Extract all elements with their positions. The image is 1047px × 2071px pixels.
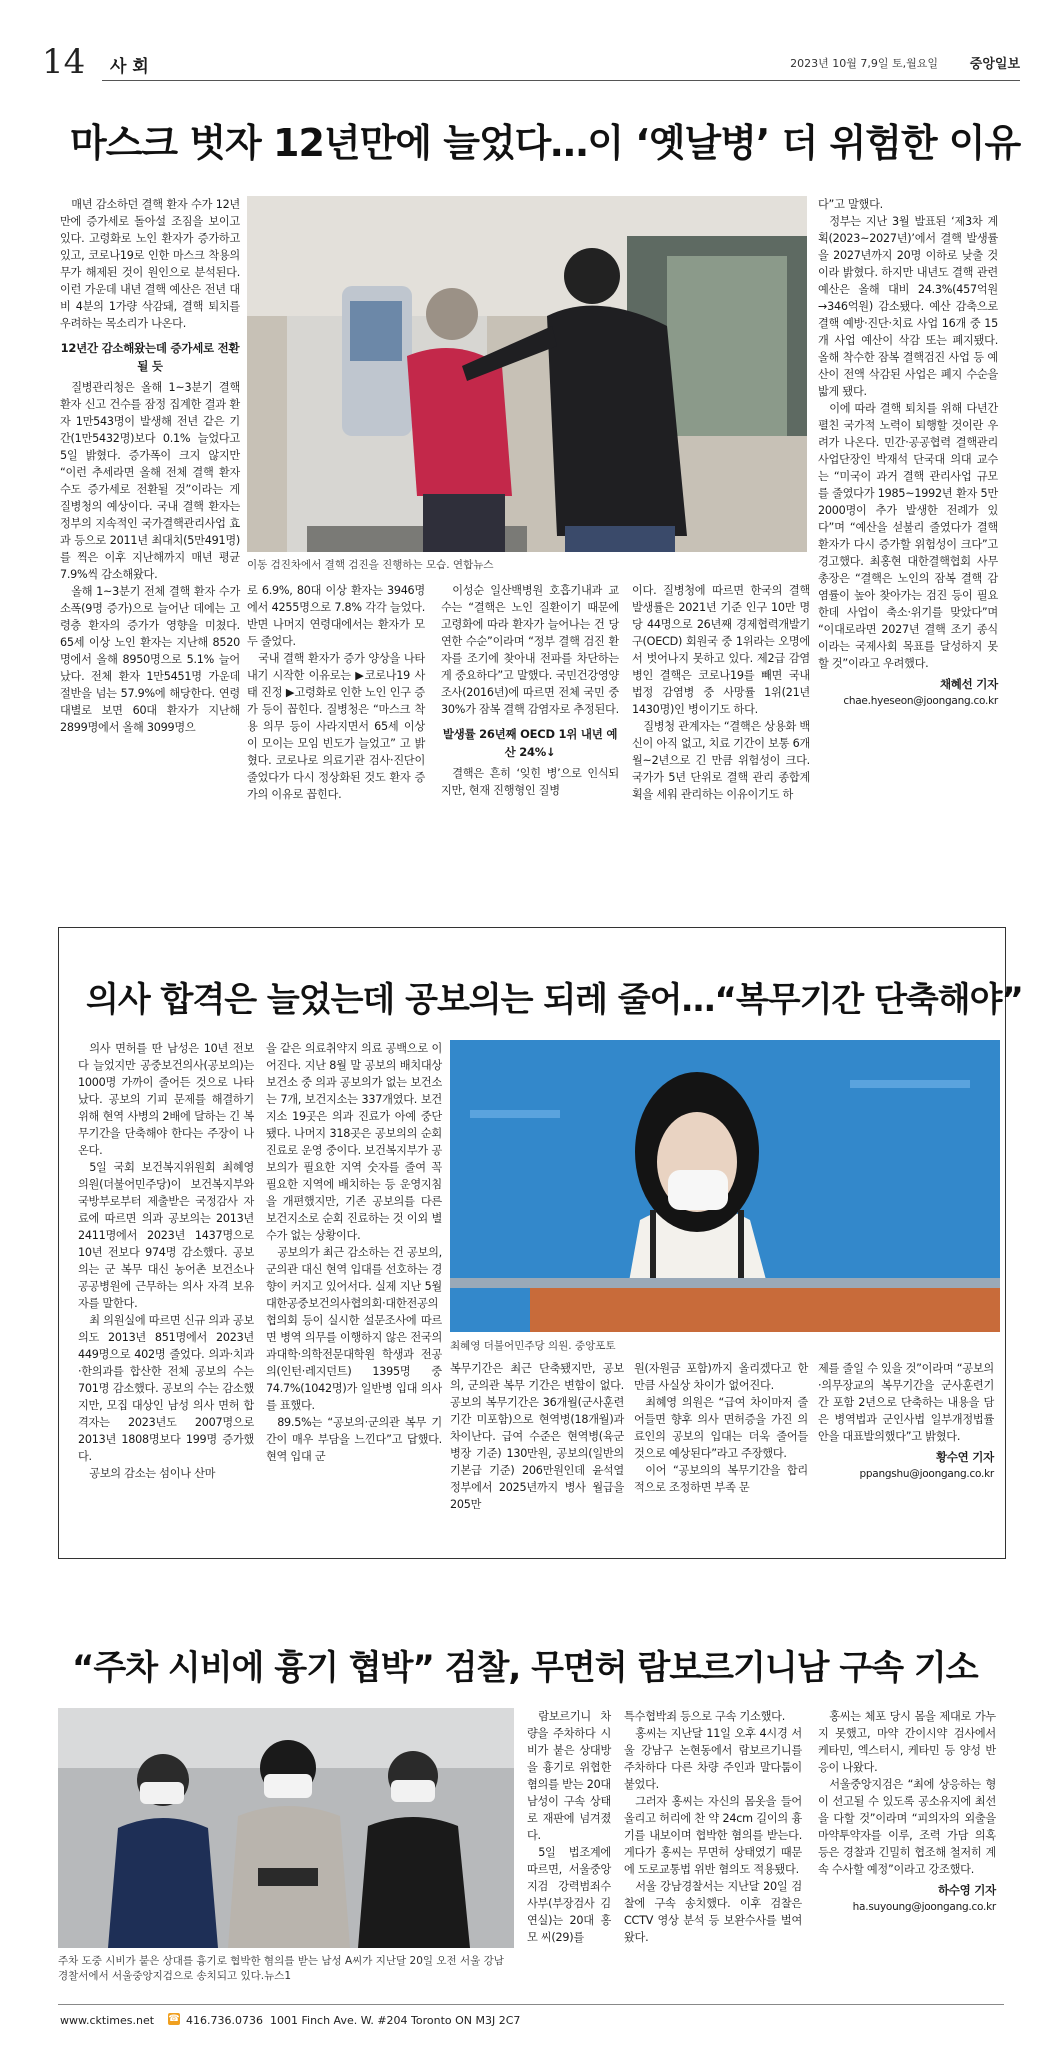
header-rule: [102, 80, 1020, 81]
article3-headline: “주차 시비에 흉기 협박” 검찰, 무면허 람보르기니남 구속 기소: [72, 1648, 978, 1688]
article3-col3: [818, 1708, 996, 1916]
footer-phone: 416.736.0736: [186, 2014, 263, 2027]
article1-headline: 마스크 벗자 12년만에 늘었다…이 ‘옛날병’ 더 위험한 이유: [70, 121, 1021, 165]
article3-paragraph: 람보르기니 차량을 주차하다 시비가 붙은 상대방을 흉기로 위협한 혐의를 받는 20대 남성이 구속 상태로 재판에 넘겨졌다.: [527, 1710, 611, 1843]
article3-paragraph: 5일 법조계에 따르면, 서울중앙지검 강력범죄수사부(부장검사 김연실)는 20대 홍모 씨(29)를: [527, 1846, 611, 1945]
article1-paragraph: 이성순 일산백병원 호흡기내과 교수는 “결핵은 노인 질환이기 때문에 고령화에 따라 환자가 늘어나는 건 당연한 수순”이라며 “정부 결핵 검진 환자를 조기에 찾아내 전파를 차단하는 게 중요하다”고 말했다. 국민건강영양조사(2016년)에 따르면 전체 국민 중 30%가 잠복 결핵 감염자로 추정된다.: [441, 584, 619, 717]
article2-paragraph: 을 같은 의료취약지 의료 공백으로 이어진다. 지난 8월 말 공보의 배치대상 보건소 중 의과 공보의가 없는 보건소는 7개, 보건지소는 337개였다. 보건지소 19곳은 의과 진료가 아예 중단됐다. 나머지 318곳은 공보의의 순회 진료로 운영 중이다. 보건복지부가 공보의가 필요한 지역 숫자를 줄여 꼭 필요한 지역에 배치하는 등 운영지침을 개편했지만, 기존 공보의를 다른 보건지소로 순회 진료하는 것 이외 별수가 없는 상황이다.: [266, 1042, 442, 1243]
article1-col3: [441, 582, 619, 799]
page-number: 14: [42, 42, 86, 82]
article2-paragraph: 89.5%는 “공보의·군의관 복무 기간이 매우 부담을 느낀다”고 답했다. 현역 입대 군: [266, 1416, 442, 1464]
police-escort-photo: [58, 1708, 514, 1948]
article3-paragraph: 홍씨는 지난달 11일 오후 4시경 서울 강남구 논현동에서 람보르기니를 주차하다 다른 차량 주인과 말다툼이 붙었다.: [624, 1727, 802, 1792]
article2-paragraph: 의사 면허를 딴 남성은 10년 전보다 늘었지만 공중보건의사(공보의)는 1000명 가까이 줄어든 것으로 나타났다. 공보의 기피 문제를 해결하기 위해 현역 사병의 2배에 달하는 긴 복무기간을 단축해야 한다는 주장이 나온다.: [78, 1042, 254, 1158]
article1-col1: [60, 196, 240, 736]
article2-byline: [818, 1449, 994, 1482]
article2-col3: [450, 1360, 624, 1513]
article1-col5: [818, 196, 998, 710]
article2-col5: [818, 1360, 994, 1483]
article2-paragraph: 최혜영 의원은 “급여 차이마저 줄어들면 향후 의사 면허증을 가진 의료인의 공보의 입대는 더욱 줄어들 것으로 예상된다”라고 주장했다.: [634, 1396, 808, 1461]
reporter-email: chae.hyeseon@joongang.co.kr: [843, 694, 998, 707]
page-header: [42, 42, 1020, 82]
article2-photo-caption: 최혜영 더불어민주당 의원. 중앙포토: [450, 1340, 616, 1352]
article3-byline: [818, 1882, 996, 1915]
article2-paragraph: 원(자원금 포함)까지 올리겠다고 한 만큼 사실상 차이가 없어진다.: [634, 1362, 808, 1393]
article2-col4: [634, 1360, 808, 1496]
article1-col2: [247, 582, 425, 803]
paper-logo: 중앙일보: [969, 57, 1020, 72]
article1-col4: [632, 582, 810, 803]
article1-paragraph: 질병관리청은 올해 1~3분기 결핵 환자 신고 건수를 잠정 집계한 결과 환자 1만543명이 발생해 전년 같은 기간(1만5432명)보다 0.1% 늘었다고 5일 밝혔다. 증가폭이 크지 않지만 “이런 추세라면 올해 전체 결핵 환자 수도 증가세로 전환될 것”이라는 게 질병청의 예상이다. 국내 결핵 환자는 정부의 지속적인 국가결핵관리사업 효과 등으로 2011년 최대치(5만491명)를 찍은 이후 지난해까지 매년 평균 7.9%씩 감소해왔다.: [60, 381, 240, 582]
article2-paragraph: 공보의 감소는 섬이나 산마: [89, 1467, 216, 1481]
article1-paragraph: 로 6.9%, 80대 이상 환자는 3946명에서 4255명으로 7.8% 각각 늘었다. 반면 나머지 연령대에서는 환자가 모두 줄었다.: [247, 584, 425, 649]
article2-paragraph: 최 의원실에 따르면 신규 의과 공보의도 2013년 851명에서 2023년 449명으로 402명 줄었다. 의과·치과·한의과를 합산한 전체 공보의 수는 701명 감소했다. 공보의 수는 감소했지만, 모집 대상인 남성 의사 면허 합격자는 2023년도 2007명으로 2013년 1808명보다 199명 증가했다.: [78, 1314, 254, 1464]
article1-paragraph: 정부는 지난 3월 발표된 ‘제3차 계획(2023~2027년)’에서 결핵 발생률을 2027년까지 20명 이하로 낮출 것이라 밝혔다. 하지만 내년도 결핵 관련 예산은 올해 대비 24.3%(457억원→346억원) 감소됐다. 예산 감축으로 결핵 예방·진단·치료 사업 16개 중 15개 사업 예산이 삭감 또는 폐지됐다. 올해 착수한 잠복 결핵검진 사업 등 예산이 전액 삭감된 사업은 폐지 수순을 밟게 됐다.: [818, 215, 998, 399]
reporter-name: 하수영 기자: [937, 1883, 996, 1898]
article1-photo: [247, 196, 807, 552]
reporter-name: 채혜선 기자: [939, 677, 998, 692]
article3-photo: [58, 1708, 514, 1948]
article2-headline: 의사 합격은 늘었는데 공보의는 되레 줄어…“복무기간 단축해야”: [86, 980, 1023, 1020]
article2-paragraph: 공보의가 최근 감소하는 건 공보의, 군의관 대신 현역 입대를 선호하는 경향이 커지고 있어서다. 실제 지난 5월 대한공중보건의사협의회·대한전공의협의회 등이 실시한 설문조사에 따르면 병역 의무를 이행하지 않은 전국의과대학·의학전문대학원 학생과 전공의(인턴·레지던트) 1395명 중 74.7%(1042명)가 일반병 입대 의사를 표했다.: [266, 1246, 442, 1413]
footer-address: 1001 Finch Ave. W. #204 Toronto ON M3J 2C7: [270, 2014, 521, 2027]
article1-lead: 매년 감소하던 결핵 환자 수가 12년 만에 증가세로 돌아설 조짐을 보이고 있다. 고령화로 노인 환자가 증가하고 있고, 코로나19로 인한 마스크 착용의무가 해제된 것이 원인으로 분석된다. 이런 가운데 내년 결핵 예산은 전년 대비 4분의 1가량 삭감돼, 결핵 퇴치를 우려하는 목소리가 나온다.: [60, 198, 240, 331]
article3-col1: [527, 1708, 611, 1946]
phone-icon: ☎: [168, 2014, 180, 2024]
article3-paragraph: 그러자 홍씨는 자신의 몸옷을 들어 올리고 허리에 찬 약 24cm 길이의 흉기를 내보이며 협박한 혐의를 받는다. 게다가 홍씨는 무면허 상태였기 때문에 도로교통법 위반 혐의도 적용됐다.: [624, 1795, 802, 1877]
article2-col1: [78, 1040, 254, 1482]
article2-paragraph: 5일 국회 보건복지위원회 최혜영 의원(더불어민주당)이 보건복지부와 국방부로부터 제출받은 국정감사 자료에 따르면 의과 공보의는 2013년 2411명에서 2023년 1437명으로 10년 전보다 974명 감소했다. 공보의는 군 복무 대신 농어촌 보건소나 공공병원에 근무하는 의사 자격 보유자를 말한다.: [78, 1161, 254, 1311]
page-footer: [58, 2012, 1004, 2032]
article2-paragraph: 이어 “공보의의 복무기간을 합리적으로 조정하면 부족 문: [634, 1464, 808, 1495]
article1-paragraph: 국내 결핵 환자가 증가 양상을 나타내기 시작한 이유로는 ▶코로나19 사태 진정 ▶고령화로 인한 노인 인구 증가 등이 꼽힌다. 질병청은 “마스크 착용 의무 등이 사라지면서 65세 이상이 모이는 모임 빈도가 늘었고” 고 밝혔다. 코로나로 의료기관 검사·진단이 줄었다가 다시 정상화된 것도 환자 증가의 이유로 꼽힌다.: [247, 652, 425, 802]
footer-rule: [58, 2004, 1004, 2005]
article3-paragraph: 특수협박죄 등으로 구속 기소했다.: [624, 1710, 786, 1723]
article1-paragraph: 올해 1~3분기 전체 결핵 환자 수가 소폭(9명 증가)으로 늘어난 데에는 고령층 환자의 증가가 영향을 미쳤다. 65세 이상 노인 환자는 지난해 8520명에서 올해 8950명으로 5.1% 늘어났다. 전체 환자 1만5451명 가운데 절반을 넘는 57.9%에 해당한다. 연령대별로 보면 60대 환자가 지난해 2899명에서 올해 3099명으: [60, 585, 240, 735]
health-checkup-photo: [247, 196, 807, 552]
article1-photo-caption: 이동 검진차에서 결핵 검진을 진행하는 모습. 연합뉴스: [247, 559, 494, 571]
header-date: 2023년 10월 7,9일 토,월요일: [790, 57, 938, 70]
article1-paragraph: 질병청 관계자는 “결핵은 상용화 백신이 아직 없고, 치료 기간이 보통 6개월~2년으로 긴 만큼 위험성이 크다. 국가가 5년 단위로 결핵 관리 종합계획을 세워 관리하는 이유이기도 하: [632, 720, 810, 802]
footer-website[interactable]: www.cktimes.net: [60, 2014, 155, 2027]
article2-photo: [450, 1040, 1000, 1332]
article3-paragraph: 홍씨는 체포 당시 몸을 제대로 가누지 못했고, 마약 간이시약 검사에서 케타민, 엑스터시, 케타민 등 양성 반응이 나왔다.: [818, 1710, 996, 1775]
article1-subhead1: 12년간 감소해왔는데 증가세로 전환될 듯: [60, 341, 240, 373]
article3-col2: [624, 1708, 802, 1946]
reporter-email: ppangshu@joongang.co.kr: [859, 1467, 994, 1480]
article2-paragraph: 복무기간은 최근 단축됐지만, 공보의, 군의관 복무 기간은 변함이 없다. 공보의 복무기간은 36개월(군사훈련 기간 미포함)으로 현역병(18개월)과 차이난다. 급여 수준은 현역병(육군 병장 기준) 130만원, 공보의(일반의 기본급 기준) 206만원인데 윤석열 정부에서 2025년까지 병사 월급을 205만: [450, 1362, 624, 1512]
article2-col2: [266, 1040, 442, 1465]
article1-byline: [818, 676, 998, 709]
article1-paragraph: 이에 따라 결핵 퇴치를 위해 다년간 펼친 국가적 노력이 퇴행할 것이란 우려가 나온다. 민간·공공협력 결핵관리사업단장인 박재석 단국대 의대 교수는 “미국이 과거 결핵 관리사업 규모를 줄였다가 1985~1992년 환자 5만2000명이 추가 발생한 전례가 있다”며 “예산을 섣불리 줄였다가 결핵 환자가 다시 증가할 위험성이 크다”고 경고했다. 최홍현 대한결핵협회 사무총장은 “결핵은 노인의 잠복 결핵 감염률이 높아 찾아가는 검진 등이 필요한데 사업이 축소·위기를 맞았다”며 “이대로라면 2027년 결핵 조기 종식이라는 국제사회 목표를 달성하지 못할 것”이라고 우려했다.: [818, 402, 998, 671]
reporter-email: ha.suyoung@joongang.co.kr: [852, 1900, 996, 1913]
article3-paragraph: 서울중앙지검은 “최에 상응하는 형이 선고될 수 있도록 공소유지에 최선을 다할 것”이라며 “피의자의 외출을 마약투약자를 이루, 조력 가담 의혹 등은 경찰과 긴밀히 협조해 철저히 계속 수사할 예정”이라고 강조했다.: [818, 1778, 996, 1877]
article1-paragraph: 다”고 말했다.: [818, 198, 883, 211]
article3-paragraph: 서울 강남경찰서는 지난달 20일 검찰에 구속 송치했다. 이후 검찰은 CCTV 영상 분석 등 보완수사를 벌여왔다.: [624, 1880, 802, 1945]
article1-paragraph: 결핵은 흔히 ‘잊힌 병’으로 인식되지만, 현재 진행형인 질병: [441, 767, 619, 798]
article1-paragraph: 이다. 질병청에 따르면 한국의 결핵 발생률은 2021년 기준 인구 10만 명당 44명으로 26년째 경제협력개발기구(OECD) 회원국 중 1위라는 오명에서 벗어나지 못하고 있다. 제2급 감염병인 결핵은 코로나19를 빼면 국내 법정 감염병 중 사망률 1위(21년 1430명)인 병이기도 하다.: [632, 584, 810, 717]
article2-paragraph: 제를 줄일 수 있을 것”이라며 “공보의·의무장교의 복무기간을 군사훈련기간 포함 2년으로 단축하는 내용을 담은 병역법과 군인사법 일부개정법률안을 대표발의했다”고 밝혔다.: [818, 1362, 994, 1444]
article3-photo-caption: 주차 도중 시비가 붙은 상대를 흉기로 협박한 혐의를 받는 남성 A씨가 지난달 20일 오전 서울 강남경찰서에서 서울중앙지검으로 송치되고 있다.뉴스1: [58, 1955, 504, 1983]
press-conference-photo: [450, 1040, 1000, 1332]
article1-subhead2: 발생률 26년째 OECD 1위 내년 예산 24%↓: [442, 727, 618, 759]
reporter-name: 황수연 기자: [935, 1450, 994, 1465]
section-label: 사 회: [110, 57, 149, 77]
